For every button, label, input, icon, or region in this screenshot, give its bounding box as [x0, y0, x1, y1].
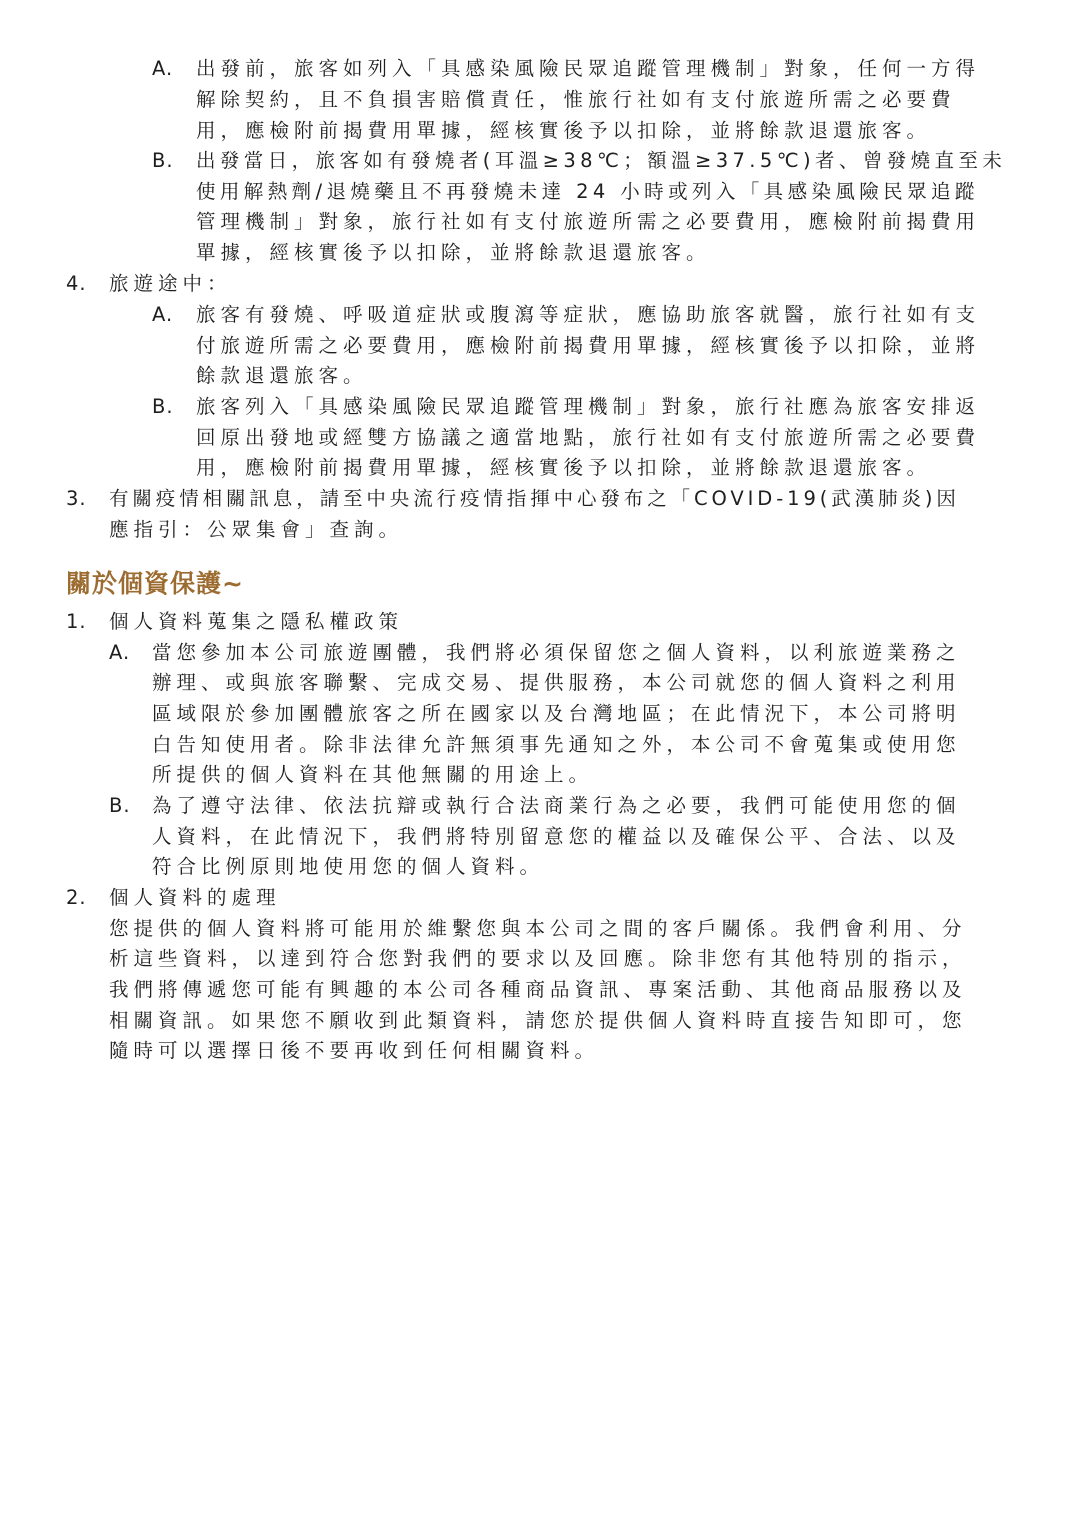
paragraph-line: 人資料，在此情況下，我們將特別留意您的權益以及確保公平、合法、以及 — [152, 825, 961, 848]
paragraph-line: 符合比例原則地使用您的個人資料。 — [152, 855, 545, 878]
paragraph-line: 單據，經核實後予以扣除，並將餘款退還旅客。 — [196, 241, 711, 264]
list-marker-b: B. — [109, 794, 131, 817]
paragraph-line: 使用解熱劑/退燒藥且不再發燒未達 24 小時或列入「具感染風險民眾追蹤 — [196, 180, 979, 203]
paragraph-line: 應指引：公眾集會」查詢。 — [109, 518, 404, 541]
list-item-title: 個人資料的處理 — [109, 886, 281, 909]
list-marker-2: 2. — [66, 886, 87, 909]
paragraph-line: 隨時可以選擇日後不要再收到任何相關資料。 — [109, 1039, 600, 1062]
paragraph-line: 析這些資料，以達到符合您對我們的要求以及回應。除非您有其他特別的指示， — [109, 947, 967, 970]
list-item-title: 旅遊途中： — [109, 272, 232, 295]
list-marker-3: 3. — [66, 487, 87, 510]
list-marker-b: B. — [152, 395, 174, 418]
paragraph-line: 當您參加本公司旅遊團體，我們將必須保留您之個人資料，以利旅遊業務之 — [152, 641, 961, 664]
section-heading: 關於個資保護~ — [66, 569, 244, 598]
list-marker-b: B. — [152, 149, 174, 172]
paragraph-line: 為了遵守法律、依法抗辯或執行合法商業行為之必要，我們可能使用您的個 — [152, 794, 961, 817]
paragraph-line: 所提供的個人資料在其他無關的用途上。 — [152, 763, 594, 786]
list-marker-a: A. — [152, 303, 174, 326]
paragraph-line: 白告知使用者。除非法律允許無須事先通知之外，本公司不會蒐集或使用您 — [152, 733, 961, 756]
paragraph-line: 旅客列入「具感染風險民眾追蹤管理機制」對象，旅行社應為旅客安排返 — [196, 395, 981, 418]
list-marker-1: 1. — [66, 610, 87, 633]
paragraph-line: 回原出發地或經雙方協議之適當地點，旅行社如有支付旅遊所需之必要費 — [196, 426, 981, 449]
paragraph-line: 旅客有發燒、呼吸道症狀或腹瀉等症狀，應協助旅客就醫，旅行社如有支 — [196, 303, 981, 326]
list-marker-4: 4. — [66, 272, 87, 295]
paragraph-line: 有關疫情相關訊息，請至中央流行疫情指揮中心發布之「COVID-19(武漢肺炎)因 — [109, 487, 960, 510]
list-item-title: 個人資料蒐集之隱私權政策 — [109, 610, 404, 633]
paragraph-line: 出發當日，旅客如有發燒者(耳溫≥38℃；額溫≥37.5℃)者、曾發燒直至未 — [196, 149, 1007, 172]
paragraph-line: 餘款退還旅客。 — [196, 364, 368, 387]
list-marker-a: A. — [152, 57, 174, 80]
paragraph-line: 我們將傳遞您可能有興趣的本公司各種商品資訊、專案活動、其他商品服務以及 — [109, 978, 967, 1001]
paragraph-line: 區域限於參加團體旅客之所在國家以及台灣地區；在此情況下，本公司將明 — [152, 702, 961, 725]
list-marker-a: A. — [109, 641, 131, 664]
paragraph-line: 用，應檢附前揭費用單據，經核實後予以扣除，並將餘款退還旅客。 — [196, 456, 932, 479]
paragraph-line: 辦理、或與旅客聯繫、完成交易、提供服務，本公司就您的個人資料之利用 — [152, 671, 961, 694]
paragraph-line: 相關資訊。如果您不願收到此類資料，請您於提供個人資料時直接告知即可，您 — [109, 1009, 967, 1032]
paragraph-line: 管理機制」對象，旅行社如有支付旅遊所需之必要費用，應檢附前揭費用 — [196, 210, 981, 233]
paragraph-line: 用，應檢附前揭費用單據，經核實後予以扣除，並將餘款退還旅客。 — [196, 119, 932, 142]
paragraph-line: 您提供的個人資料將可能用於維繫您與本公司之間的客戶關係。我們會利用、分 — [109, 917, 967, 940]
paragraph-line: 付旅遊所需之必要費用，應檢附前揭費用單據，經核實後予以扣除，並將 — [196, 334, 981, 357]
paragraph-line: 出發前，旅客如列入「具感染風險民眾追蹤管理機制」對象，任何一方得 — [196, 57, 981, 80]
paragraph-line: 解除契約，且不負損害賠償責任，惟旅行社如有支付旅遊所需之必要費 — [196, 88, 956, 111]
